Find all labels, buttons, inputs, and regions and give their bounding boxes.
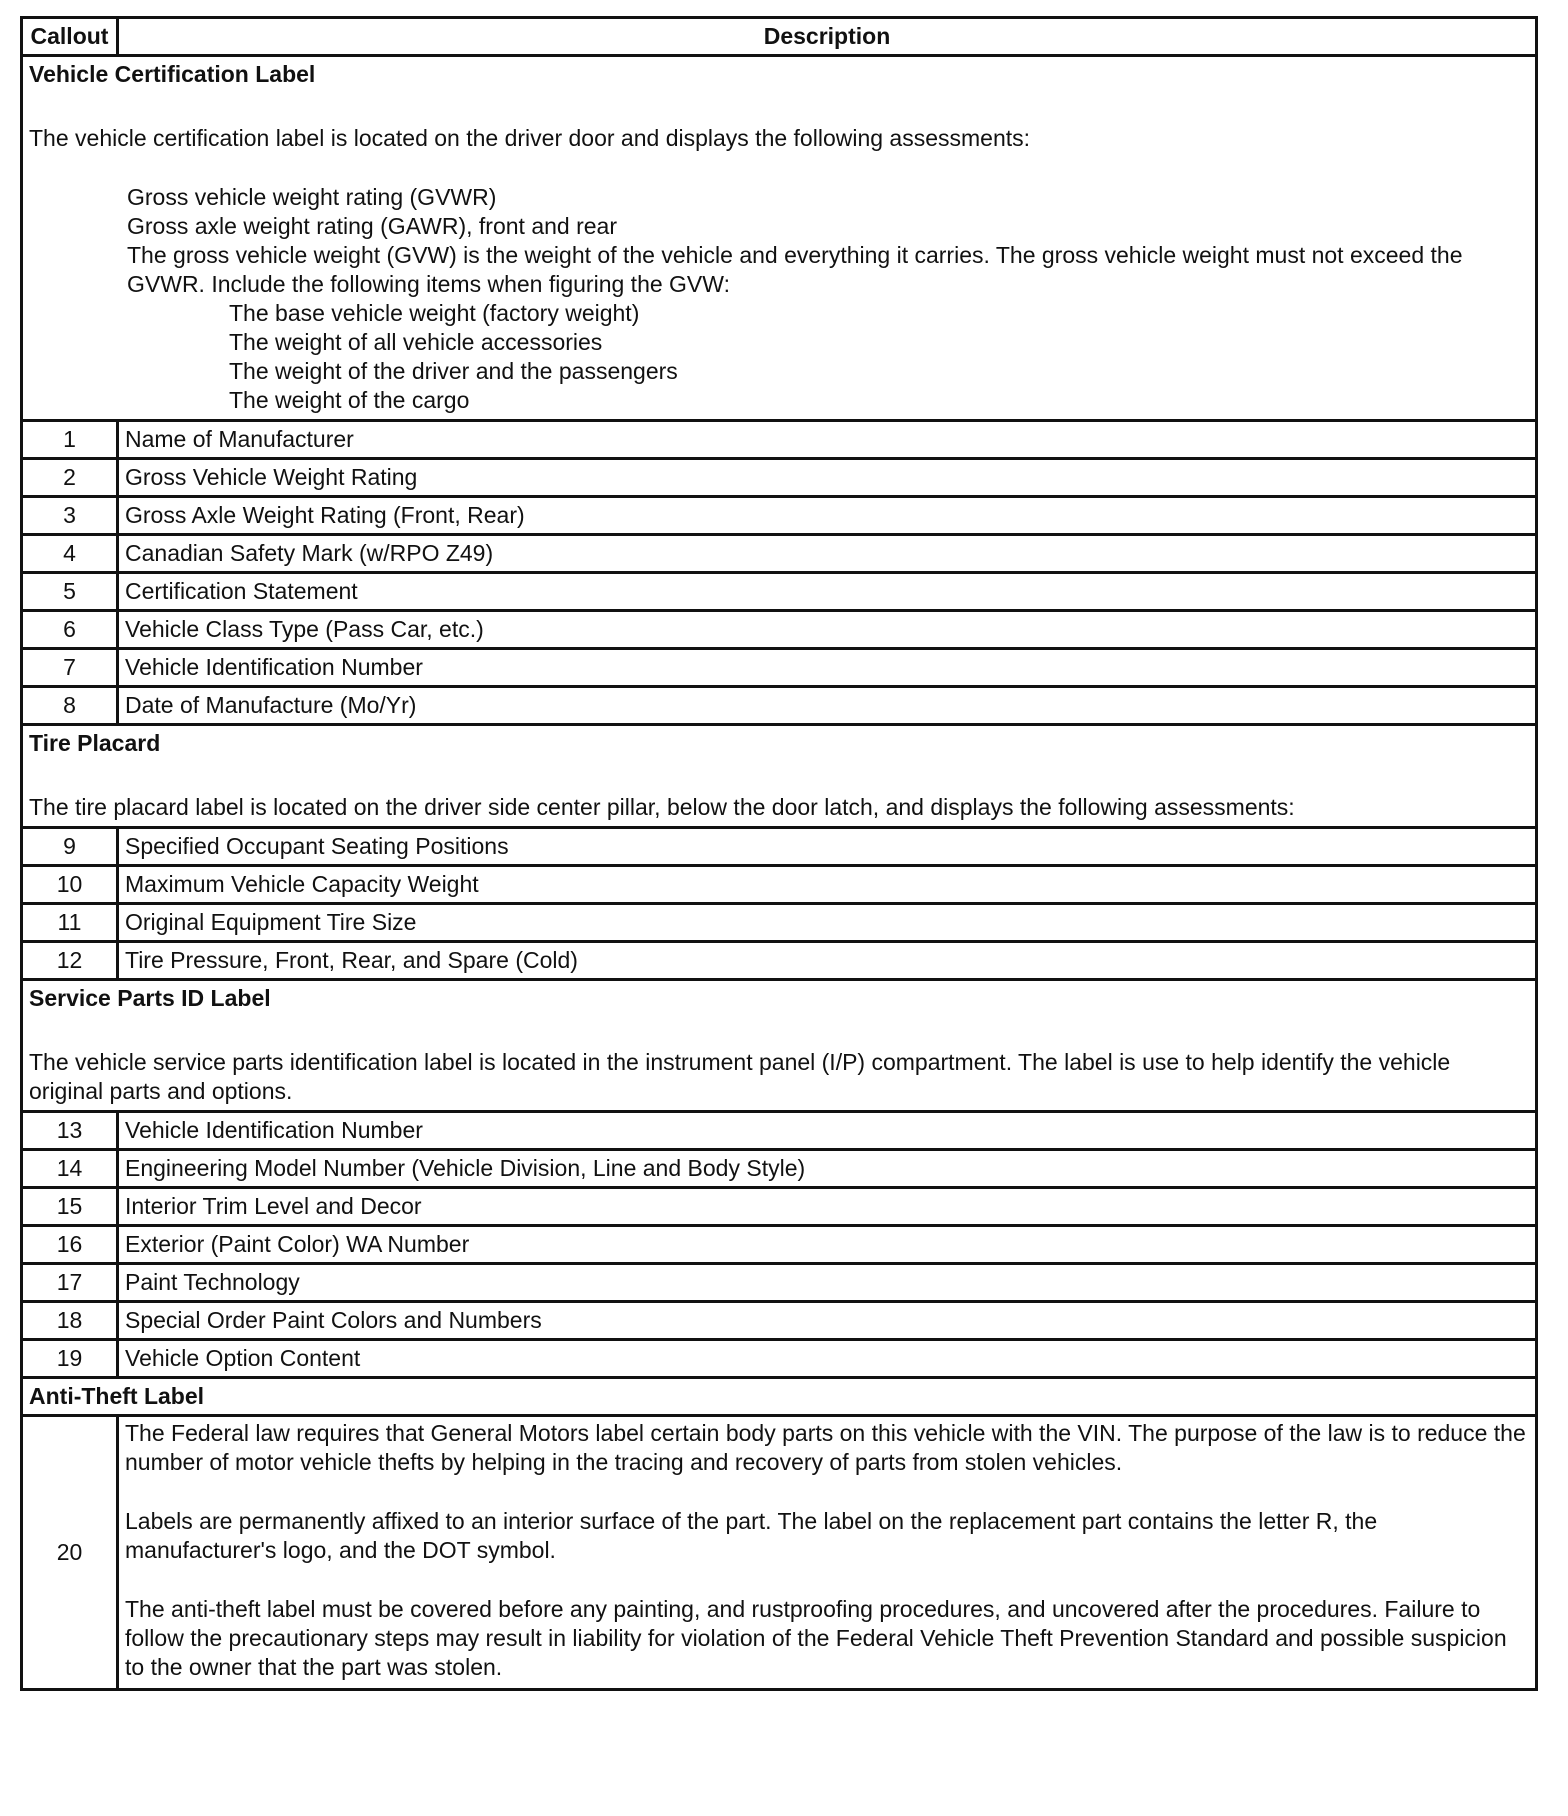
anti-theft-paragraph: The Federal law requires that General Motors label certain body parts on this vehicle with the VIN. The purpose of the law is to reduce the number of motor vehicle thefts by helping in the tracing and recovery of parts from stolen vehicles. <box>125 1420 1526 1475</box>
anti-theft-paragraph: Labels are permanently affixed to an interior surface of the part. The label on the replacement part contains the letter R, the manufacturer's logo, and the DOT symbol. <box>125 1508 1378 1563</box>
callout-description: Original Equipment Tire Size <box>118 904 1537 942</box>
callout-description: Interior Trim Level and Decor <box>118 1188 1537 1226</box>
sub-bullet-item: The weight of the driver and the passengers <box>229 358 678 384</box>
callout-description: Specified Occupant Seating Positions <box>118 828 1537 866</box>
table-row <box>22 611 1537 649</box>
callout-description: Vehicle Option Content <box>118 1340 1537 1378</box>
callout-description: Exterior (Paint Color) WA Number <box>118 1226 1537 1264</box>
table-row <box>22 904 1537 942</box>
callout-number: 17 <box>22 1264 118 1302</box>
section-anti-theft <box>22 1378 1537 1416</box>
section-title: Vehicle Certification Label <box>29 61 316 87</box>
table-row <box>22 828 1537 866</box>
callout-number: 4 <box>22 535 118 573</box>
tp-block <box>22 725 1537 828</box>
callout-description: Date of Manufacture (Mo/Yr) <box>118 687 1537 725</box>
section-title: Tire Placard <box>29 730 161 756</box>
callout-description: Gross Vehicle Weight Rating <box>118 459 1537 497</box>
callout-number: 13 <box>22 1112 118 1150</box>
sub-bullet-item: The weight of all vehicle accessories <box>229 329 603 355</box>
callout-description: Engineering Model Number (Vehicle Division, Line and Body Style) <box>118 1150 1537 1188</box>
callout-number: 9 <box>22 828 118 866</box>
callout-number: 2 <box>22 459 118 497</box>
section-tire-placard <box>22 725 1537 828</box>
sub-bullet-item: The base vehicle weight (factory weight) <box>229 300 640 326</box>
sub-bullet-item: The weight of the cargo <box>229 387 470 413</box>
table-row <box>22 573 1537 611</box>
description-column-header: Description <box>118 18 1537 56</box>
section-intro: The vehicle certification label is located on the driver door and displays the following assessments: <box>29 125 1031 151</box>
table-row <box>22 1302 1537 1340</box>
section-intro: The vehicle service parts identification label is located in the instrument panel (I/P) compartment. The label is use to help identify the vehicle original parts and options. <box>29 1049 1451 1104</box>
table-row <box>22 1112 1537 1150</box>
callout-column-header: Callout <box>22 18 118 56</box>
callout-description: Name of Manufacturer <box>118 421 1537 459</box>
section-vehicle-certification <box>22 56 1537 421</box>
table-header-row <box>22 18 1537 56</box>
bullet-item: Gross axle weight rating (GAWR), front and rear <box>127 213 617 239</box>
callout-description: Special Order Paint Colors and Numbers <box>118 1302 1537 1340</box>
table-row <box>22 1150 1537 1188</box>
section-service-parts <box>22 980 1537 1112</box>
callout-description: Canadian Safety Mark (w/RPO Z49) <box>118 535 1537 573</box>
section-intro: The tire placard label is located on the driver side center pillar, below the door latch, and displays the following assessments: <box>29 794 1295 820</box>
callout-description: Vehicle Identification Number <box>118 1112 1537 1150</box>
table-row <box>22 535 1537 573</box>
bullet-item: The gross vehicle weight (GVW) is the weight of the vehicle and everything it carries. The gross vehicle weight must not exceed the GVWR. Include the following items when figuring the GVW: <box>127 242 1463 297</box>
callout-number: 3 <box>22 497 118 535</box>
anti-theft-paragraph: The anti-theft label must be covered before any painting, and rustproofing procedures, and uncovered after the procedures. Failure to follow the precautionary steps may result in liability for violation of the Federal Vehicle Theft Prevention Standard and possible suspicion to the owner that the part was stolen. <box>125 1596 1507 1680</box>
callout-number: 10 <box>22 866 118 904</box>
table-row <box>22 942 1537 980</box>
table-row <box>22 687 1537 725</box>
callout-number: 16 <box>22 1226 118 1264</box>
callout-description: Paint Technology <box>118 1264 1537 1302</box>
callout-description: Vehicle Identification Number <box>118 649 1537 687</box>
callout-table <box>20 16 1538 1691</box>
callout-description: Gross Axle Weight Rating (Front, Rear) <box>118 497 1537 535</box>
callout-description: Tire Pressure, Front, Rear, and Spare (Cold) <box>118 942 1537 980</box>
callout-description: Certification Statement <box>118 573 1537 611</box>
callout-description: Maximum Vehicle Capacity Weight <box>118 866 1537 904</box>
callout-number: 5 <box>22 573 118 611</box>
bullet-item: Gross vehicle weight rating (GVWR) <box>127 184 497 210</box>
callout-number: 8 <box>22 687 118 725</box>
callout-description: Vehicle Class Type (Pass Car, etc.) <box>118 611 1537 649</box>
callout-number: 15 <box>22 1188 118 1226</box>
callout-number: 20 <box>22 1416 118 1690</box>
callout-number: 12 <box>22 942 118 980</box>
table-row <box>22 1340 1537 1378</box>
table-row <box>22 497 1537 535</box>
anti-theft-description <box>118 1416 1537 1690</box>
callout-number: 6 <box>22 611 118 649</box>
vcl-block <box>22 56 1537 421</box>
sp-block <box>22 980 1537 1112</box>
table-row <box>22 649 1537 687</box>
callout-number: 19 <box>22 1340 118 1378</box>
table-row <box>22 1226 1537 1264</box>
table-row <box>22 459 1537 497</box>
table-row <box>22 866 1537 904</box>
table-row <box>22 1188 1537 1226</box>
callout-number: 14 <box>22 1150 118 1188</box>
table-row <box>22 1416 1537 1690</box>
table-row <box>22 1264 1537 1302</box>
table-row <box>22 421 1537 459</box>
callout-number: 7 <box>22 649 118 687</box>
callout-number: 11 <box>22 904 118 942</box>
section-title: Anti-Theft Label <box>22 1378 1537 1416</box>
callout-number: 1 <box>22 421 118 459</box>
section-title: Service Parts ID Label <box>29 985 271 1011</box>
callout-number: 18 <box>22 1302 118 1340</box>
